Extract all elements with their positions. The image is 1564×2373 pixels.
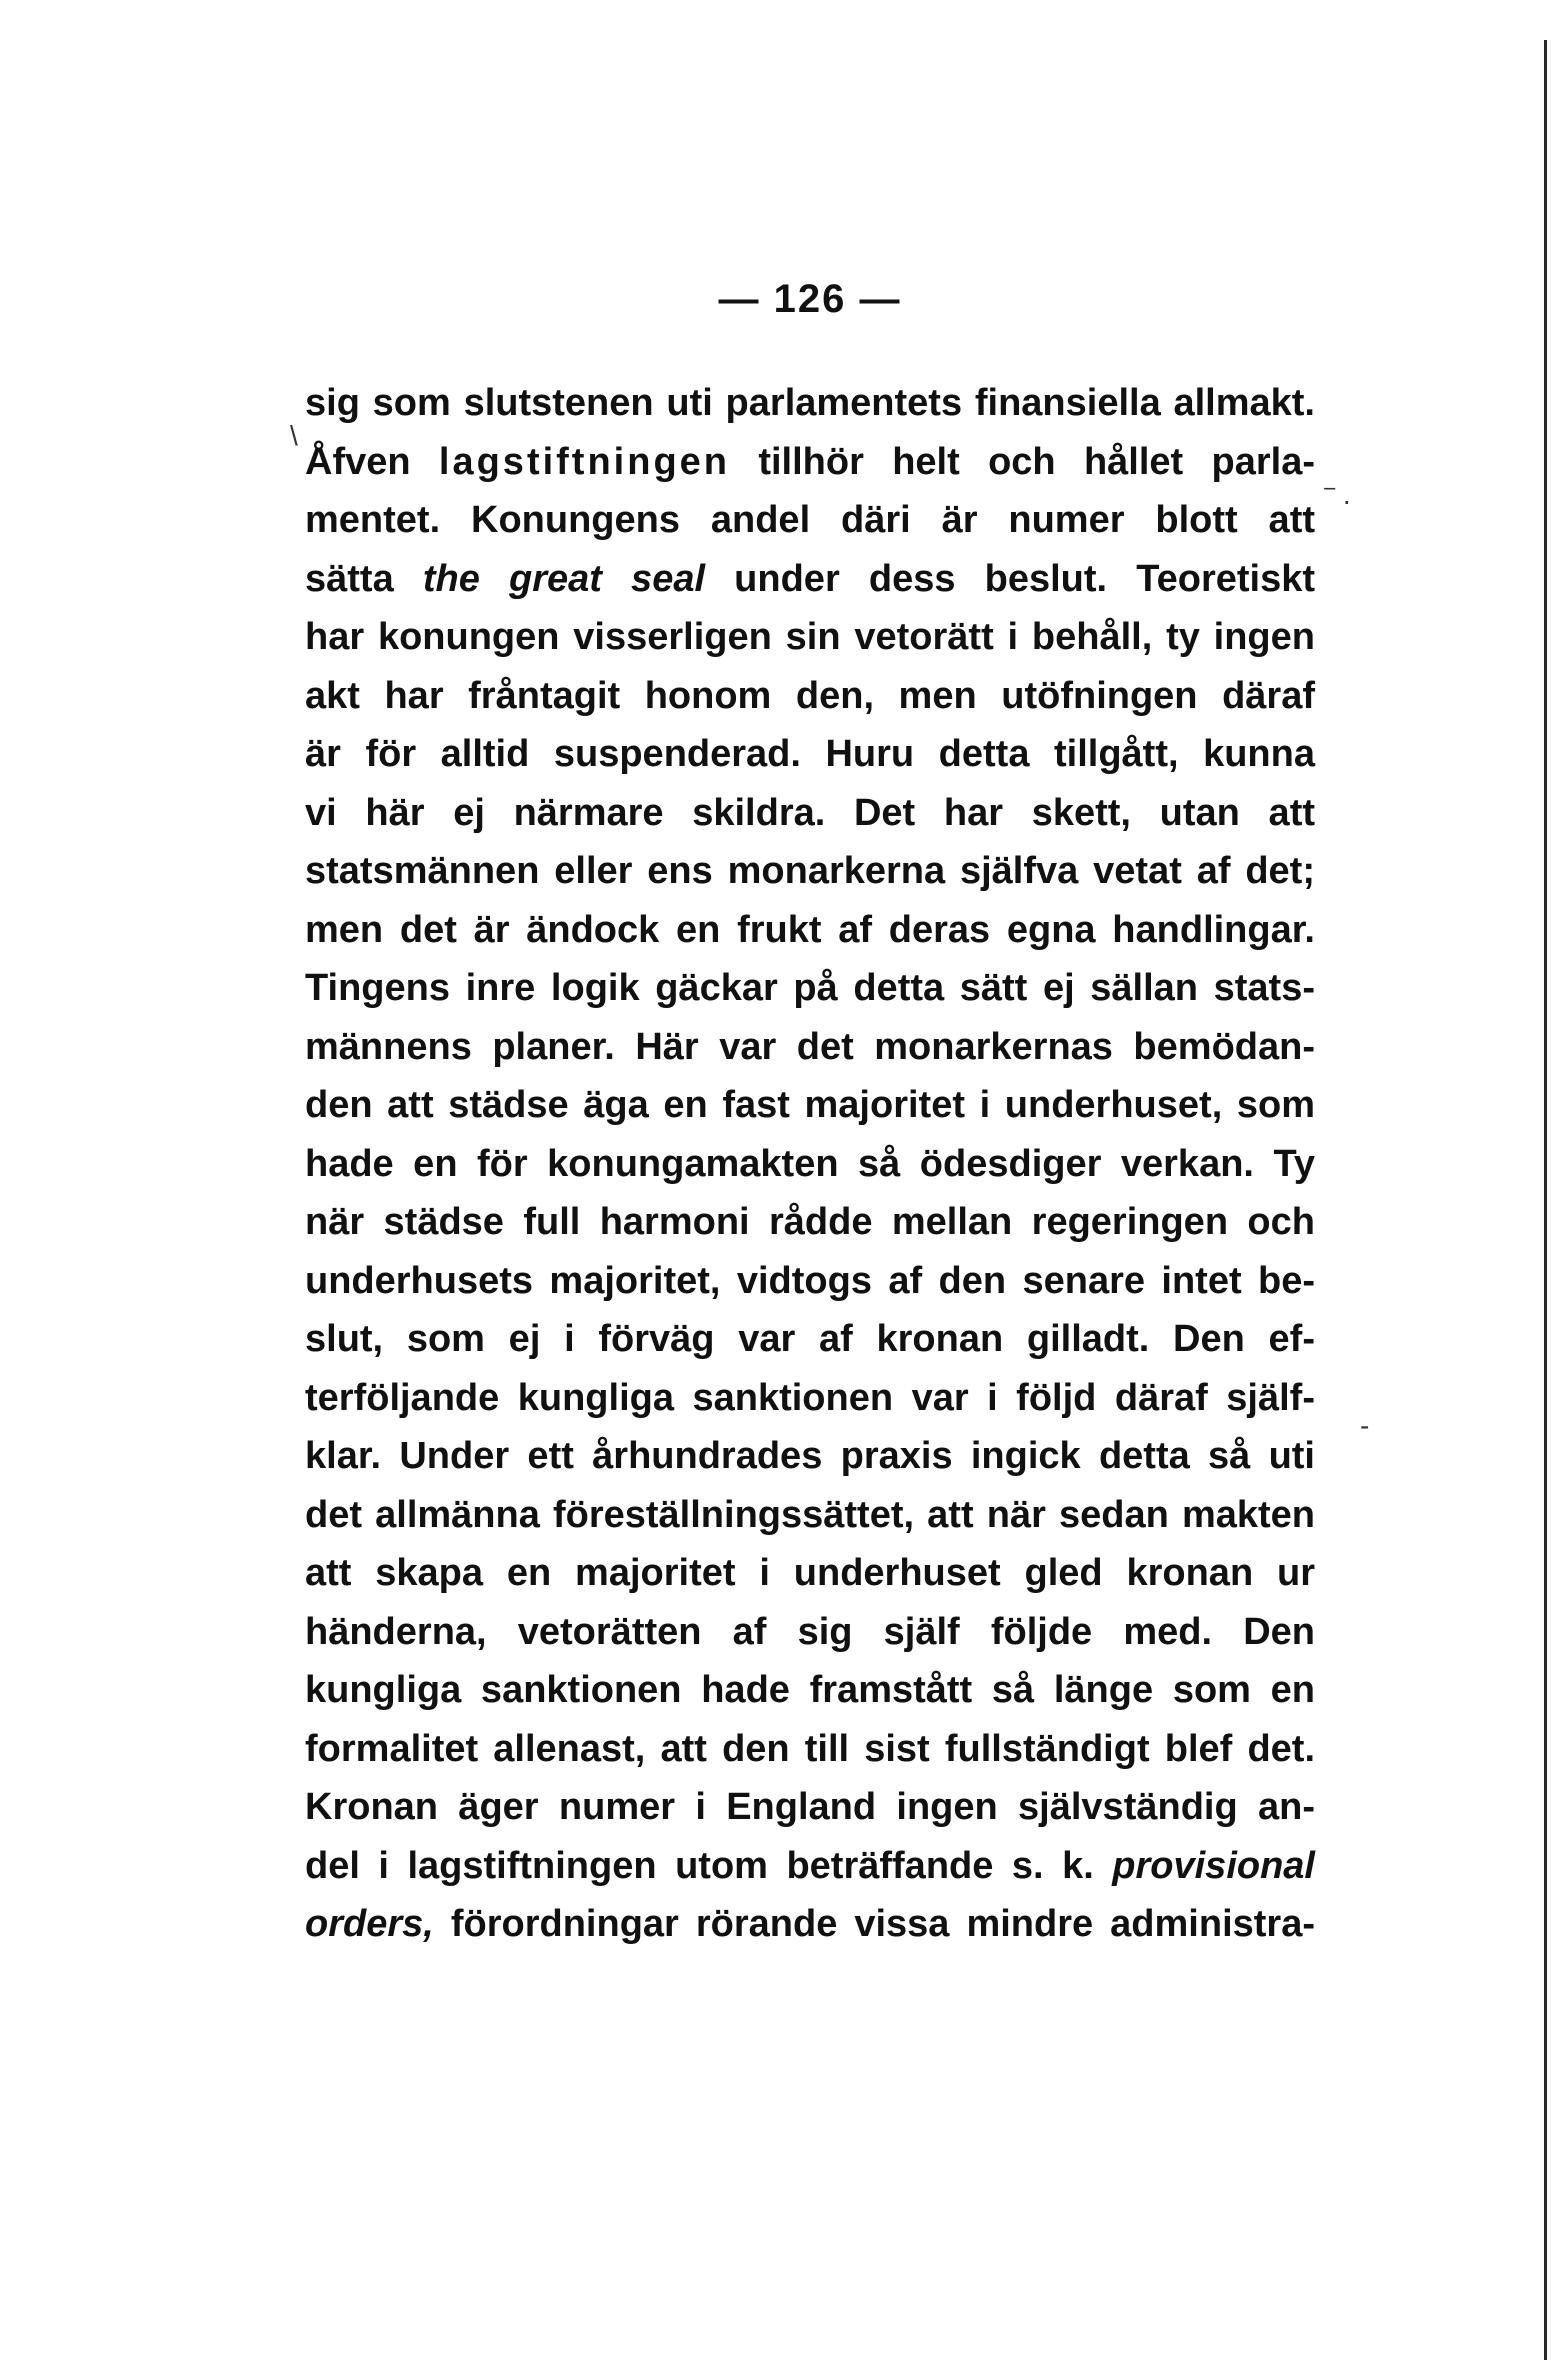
- text-line: Tingens inre logik gäckar på detta sätt ej sällan stats-: [305, 967, 1315, 1009]
- text-line: mentet. Konungens andel däri är numer blott att: [305, 499, 1315, 541]
- text-line: akt har fråntagit honom den, men utöfningen däraf: [305, 674, 1315, 717]
- text-line: formalitet allenast, att den till sist fullständigt blef det.: [305, 1727, 1315, 1770]
- text-line: är för alltid suspenderad. Huru detta tillgått, kunna: [305, 733, 1315, 775]
- text-line: terföljande kungliga sanktionen var i följd däraf själf-: [305, 1376, 1315, 1419]
- page-number: — 126 —: [718, 277, 902, 321]
- text-segment: tillhör helt och hållet parla-: [730, 440, 1316, 483]
- emphasized-text: lagstiftningen: [438, 440, 731, 483]
- text-segment: Åfven: [305, 440, 439, 483]
- text-line: har konungen visserligen sin vetorätt i behåll, ty ingen: [305, 616, 1315, 658]
- page-edge-line: [1544, 40, 1547, 2360]
- margin-mark: ‾ ·: [1325, 485, 1352, 516]
- text-line: slut, som ej i förväg var af kronan gilladt. Den ef-: [305, 1318, 1315, 1360]
- text-line: kungliga sanktionen hade framstått så länge som en: [305, 1669, 1315, 1711]
- body-text: [305, 374, 1315, 1954]
- text-line: sig som slutstenen uti parlamentets finansiella allmakt.: [305, 382, 1315, 424]
- italic-text: the great seal: [422, 557, 706, 600]
- margin-mark: \: [290, 420, 298, 451]
- text-line: [305, 1837, 1315, 1896]
- text-segment: sätta: [305, 557, 423, 600]
- text-line: hade en för konungamakten så ödesdiger verkan. Ty: [305, 1142, 1315, 1185]
- text-line: den att städse äga en fast majoritet i underhuset, som: [305, 1084, 1315, 1126]
- text-line: [305, 550, 1315, 609]
- text-line: Kronan äger numer i England ingen självständig an-: [305, 1786, 1315, 1828]
- italic-text: provisional: [1112, 1844, 1315, 1887]
- text-line: [305, 433, 1315, 492]
- text-line: att skapa en majoritet i underhuset gled kronan ur: [305, 1552, 1315, 1594]
- text-line: händerna, vetorätten af sig själf följde med. Den: [305, 1610, 1315, 1653]
- text-segment: del i lagstiftningen utom beträffande s. k.: [305, 1844, 1113, 1887]
- text-line: det allmänna föreställningssättet, att när sedan makten: [305, 1493, 1315, 1536]
- text-line: när städse full harmoni rådde mellan regeringen och: [305, 1201, 1315, 1243]
- text-line: klar. Under ett århundrades praxis ingick detta så uti: [305, 1435, 1315, 1477]
- text-line: underhusets majoritet, vidtogs af den senare intet be-: [305, 1259, 1315, 1302]
- text-line: [305, 1895, 1315, 1954]
- text-line: männens planer. Här var det monarkernas bemödan-: [305, 1025, 1315, 1068]
- text-line: vi här ej närmare skildra. Det har skett, utan att: [305, 791, 1315, 834]
- text-segment: förordningar rörande vissa mindre administra-: [433, 1903, 1315, 1945]
- text-line: statsmännen eller ens monarkerna själfva vetat af det;: [305, 850, 1315, 892]
- text-segment: under dess beslut. Teoretiskt: [705, 557, 1316, 600]
- margin-mark: -: [1360, 1410, 1370, 1441]
- text-line: men det är ändock en frukt af deras egna handlingar.: [305, 908, 1315, 951]
- italic-text: orders,: [305, 1903, 434, 1945]
